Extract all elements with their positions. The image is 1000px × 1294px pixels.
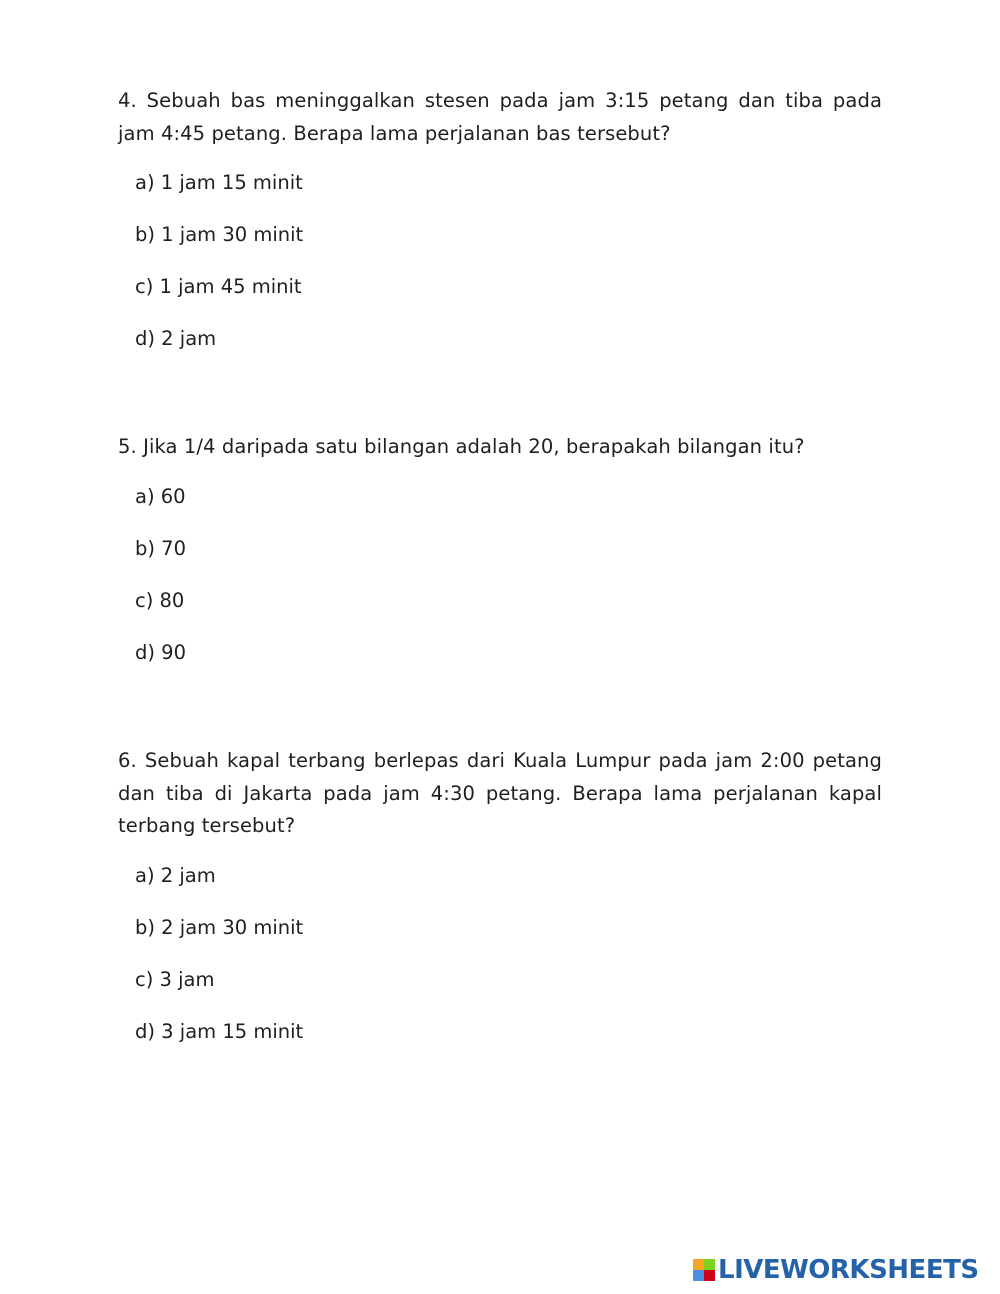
brand-name: LIVEWORKSHEETS <box>718 1255 979 1285</box>
option-a[interactable]: a) 2 jam <box>135 863 216 887</box>
question-text: 4. Sebuah bas meninggalkan stesen pada jam 3:15 petang dan tiba pada jam 4:45 petang. Berapa lama perjalanan bas tersebut? <box>118 89 882 145</box>
option-c[interactable]: c) 1 jam 45 minit <box>135 275 302 298</box>
option-c[interactable]: c) 80 <box>135 588 185 612</box>
question-6 <box>118 745 882 1044</box>
option-b[interactable]: b) 70 <box>135 536 186 560</box>
option-a[interactable]: a) 1 jam 15 minit <box>135 171 303 194</box>
option-a[interactable]: a) 60 <box>135 484 186 508</box>
answer-options <box>118 171 882 351</box>
liveworksheets-brand[interactable] <box>693 1255 979 1285</box>
option-c[interactable]: c) 3 jam <box>135 967 215 991</box>
answer-options <box>118 485 882 665</box>
option-d[interactable]: d) 90 <box>135 640 186 664</box>
answer-options <box>118 864 882 1044</box>
question-5 <box>118 431 882 665</box>
option-b[interactable]: b) 1 jam 30 minit <box>135 223 304 246</box>
question-text: 6. Sebuah kapal terbang berlepas dari Kuala Lumpur pada jam 2:00 petang dan tiba di Jakarta pada jam 4:30 petang. Berapa lama perjalanan kapal terbang tersebut? <box>118 749 882 837</box>
question-4 <box>118 85 882 351</box>
option-b[interactable]: b) 2 jam 30 minit <box>135 915 304 939</box>
question-text: 5. Jika 1/4 daripada satu bilangan adalah 20, berapakah bilangan itu? <box>118 435 805 458</box>
option-d[interactable]: d) 2 jam <box>135 327 217 350</box>
liveworksheets-logo-icon <box>693 1259 715 1281</box>
option-d[interactable]: d) 3 jam 15 minit <box>135 1019 304 1043</box>
